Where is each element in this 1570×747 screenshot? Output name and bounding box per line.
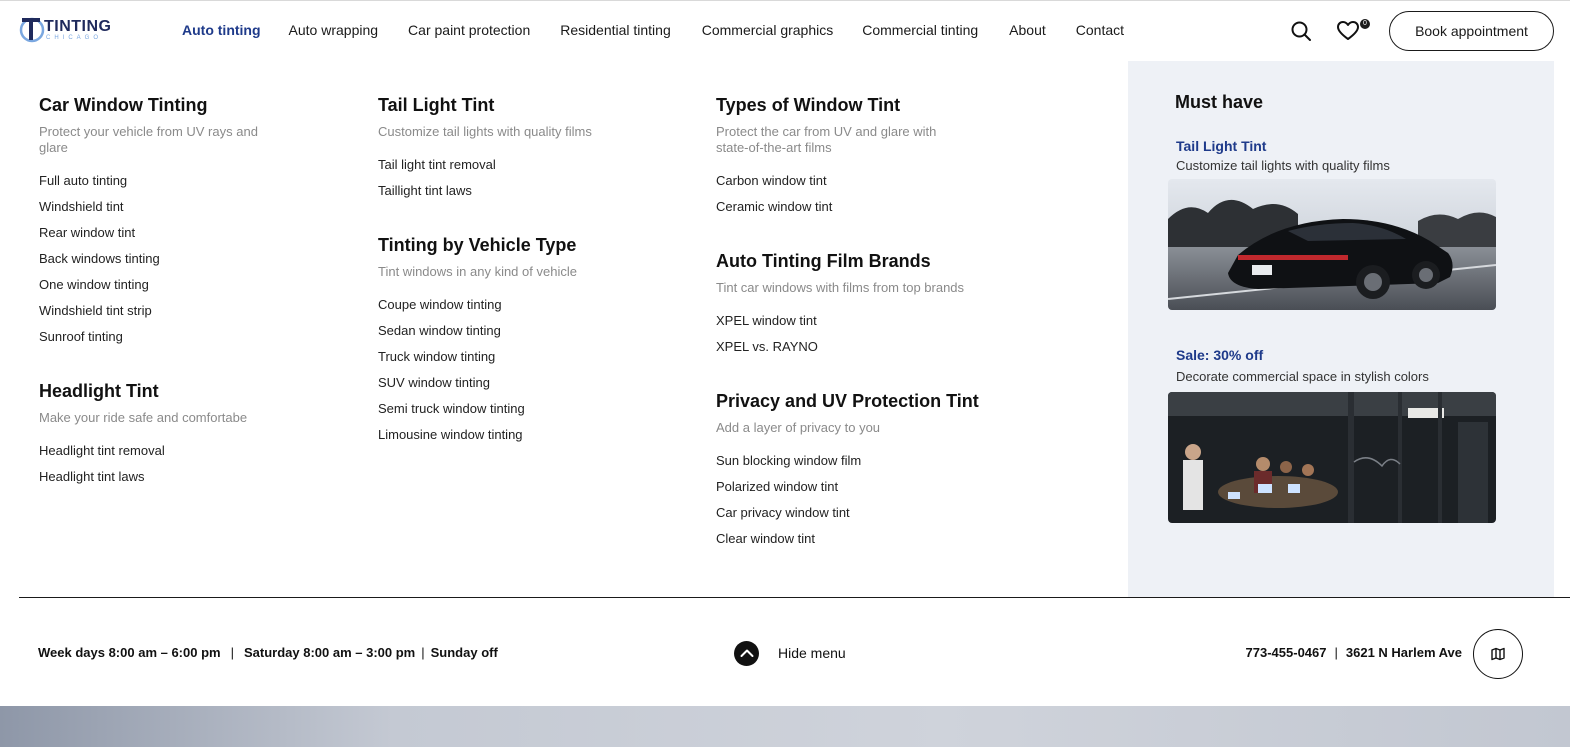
menu-group (378, 234, 698, 448)
group-description: Tint windows in any kind of vehicle (378, 264, 577, 279)
address[interactable]: 3621 N Harlem Ave (1345, 645, 1462, 660)
menu-divider (19, 597, 1570, 598)
hours-saturday: Saturday 8:00 am – 3:00 pm (243, 645, 416, 660)
menu-link[interactable]: Windshield tint strip (39, 303, 152, 318)
group-links (716, 448, 1076, 552)
wishlist-count-badge: 0 (1360, 19, 1370, 29)
menu-group (378, 94, 698, 204)
promo-image-car[interactable] (1168, 179, 1496, 310)
menu-link[interactable]: Headlight tint removal (39, 443, 165, 458)
menu-link[interactable]: Semi truck window tinting (378, 401, 525, 416)
hide-menu-button[interactable] (734, 640, 846, 666)
site-header (0, 0, 1570, 60)
must-have-title: Must have (1175, 92, 1264, 112)
menu-column-2 (378, 94, 698, 478)
menu-group (39, 380, 359, 490)
office-photo (1168, 392, 1496, 523)
promo-title[interactable]: Tail Light Tint (1176, 138, 1267, 154)
promo-description: Customize tail lights with quality films (1176, 158, 1390, 173)
group-title[interactable]: Tinting by Vehicle Type (378, 235, 577, 255)
contact-info (1246, 645, 1462, 660)
nav-about[interactable]: About (1009, 22, 1046, 38)
chevron-up-icon (734, 641, 759, 666)
car-photo (1168, 179, 1496, 310)
logo-subtext: CHICAGO (46, 35, 103, 41)
group-title[interactable]: Privacy and UV Protection Tint (716, 391, 979, 411)
phone-number[interactable]: 773-455-0467 (1245, 645, 1327, 660)
site-logo[interactable] (18, 15, 128, 45)
menu-link[interactable]: Windshield tint (39, 199, 124, 214)
menu-link[interactable]: Rear window tint (39, 225, 136, 240)
group-title[interactable]: Types of Window Tint (716, 95, 901, 115)
promo-image-office[interactable] (1168, 392, 1496, 523)
menu-link[interactable]: One window tinting (39, 277, 149, 292)
group-links (39, 168, 359, 350)
separator: | (421, 645, 425, 660)
heart-icon[interactable] (1336, 19, 1360, 43)
menu-link[interactable]: Headlight tint laws (39, 469, 145, 484)
separator: | (1334, 645, 1338, 660)
nav-residential-tinting[interactable]: Residential tinting (560, 22, 671, 38)
nav-car-paint-protection[interactable]: Car paint protection (408, 22, 531, 38)
promo-description: Decorate commercial space in stylish colors (1176, 369, 1429, 384)
menu-link[interactable]: Ceramic window tint (716, 199, 833, 214)
menu-link[interactable]: Sun blocking window film (716, 453, 862, 468)
menu-column-3 (716, 94, 1076, 582)
map-icon (1491, 647, 1505, 661)
menu-link[interactable]: Car privacy window tint (716, 505, 850, 520)
group-links (716, 308, 1076, 360)
map-button[interactable] (1473, 629, 1523, 679)
search-icon[interactable] (1289, 19, 1313, 43)
menu-link[interactable]: XPEL window tint (716, 313, 817, 328)
promo-title[interactable]: Sale: 30% off (1176, 347, 1264, 363)
group-title[interactable]: Tail Light Tint (378, 95, 495, 115)
menu-link[interactable]: Clear window tint (716, 531, 815, 546)
menu-link[interactable]: Coupe window tinting (378, 297, 502, 312)
menu-link[interactable]: Polarized window tint (716, 479, 839, 494)
group-description: Make your ride safe and comfortabe (39, 410, 248, 425)
menu-link[interactable]: Taillight tint laws (378, 183, 472, 198)
menu-link[interactable]: Back windows tinting (39, 251, 160, 266)
hours-sunday: Sunday off (430, 645, 498, 660)
business-hours (38, 645, 498, 660)
nav-auto-wrapping[interactable]: Auto wrapping (288, 22, 379, 38)
page-hero-strip (0, 706, 1570, 747)
group-links (39, 438, 359, 490)
group-description: Customize tail lights with quality films (378, 124, 592, 139)
group-links (378, 152, 698, 204)
group-links (378, 292, 698, 448)
nav-auto-tinting[interactable]: Auto tinting (182, 22, 261, 38)
hours-weekdays: Week days 8:00 am – 6:00 pm (38, 645, 221, 660)
group-title[interactable]: Car Window Tinting (39, 95, 208, 115)
must-have-panel (1128, 61, 1554, 598)
menu-link[interactable]: Sunroof tinting (39, 329, 123, 344)
menu-link[interactable]: Carbon window tint (716, 173, 827, 188)
menu-group (39, 94, 359, 350)
hide-menu-label: Hide menu (778, 645, 846, 661)
nav-contact[interactable]: Contact (1075, 22, 1125, 38)
separator: | (230, 645, 234, 660)
group-title[interactable]: Headlight Tint (39, 381, 159, 401)
menu-link[interactable]: SUV window tinting (378, 375, 490, 390)
menu-group (716, 250, 1076, 360)
menu-link[interactable]: XPEL vs. RAYNO (716, 339, 818, 354)
group-description: Tint car windows with films from top brands (716, 280, 965, 295)
menu-link[interactable]: Truck window tinting (378, 349, 496, 364)
menu-link[interactable]: Limousine window tinting (378, 427, 523, 442)
menu-link[interactable]: Tail light tint removal (378, 157, 496, 172)
logo-mark-icon (18, 15, 46, 43)
group-title[interactable]: Auto Tinting Film Brands (716, 251, 931, 271)
menu-link[interactable]: Full auto tinting (39, 173, 128, 188)
group-links (716, 168, 1076, 220)
nav-commercial-graphics[interactable]: Commercial graphics (701, 22, 834, 38)
menu-column-1 (39, 94, 359, 520)
group-description: Add a layer of privacy to you (716, 420, 881, 435)
menu-group (716, 94, 1076, 220)
book-appointment-button[interactable]: Book appointment (1389, 11, 1554, 51)
main-nav (182, 22, 1124, 38)
nav-commercial-tinting[interactable]: Commercial tinting (862, 22, 979, 38)
logo-text: TINTING (44, 18, 112, 35)
group-description: Protect the car from UV and glare with state-of-the-art films (716, 124, 937, 155)
group-description: Protect your vehicle from UV rays and glare (39, 124, 258, 155)
menu-group (716, 390, 1076, 552)
menu-link[interactable]: Sedan window tinting (378, 323, 501, 338)
